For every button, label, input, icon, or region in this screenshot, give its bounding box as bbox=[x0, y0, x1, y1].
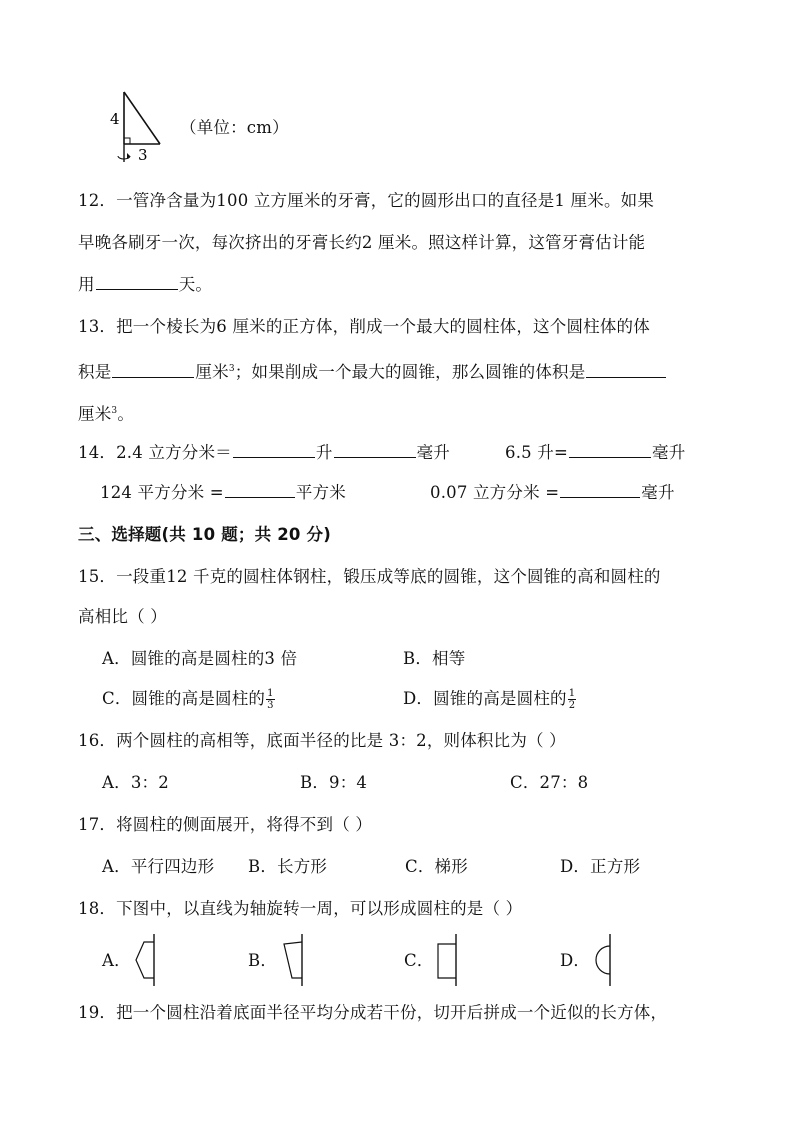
q14-b-ml-blank[interactable] bbox=[569, 443, 651, 458]
q14-a-liters-blank[interactable] bbox=[233, 443, 315, 458]
q15-line1: 15．一段重12 千克的圆柱体钢柱，锻压成等底的圆锥，这个圆锥的高和圆柱的 bbox=[78, 567, 661, 586]
q12-line2: 早晚各刷牙一次，每次挤出的牙膏长约2 厘米。照这样计算，这管牙膏估计能 bbox=[78, 233, 646, 252]
q12-line3 bbox=[78, 274, 212, 296]
q13-line1: 13．把一个棱长为6 厘米的正方体，削成一个最大的圆柱体，这个圆柱体的体 bbox=[78, 317, 650, 336]
q12-text-post: 天。 bbox=[178, 275, 213, 294]
unit-note: （单位：cm） bbox=[180, 118, 289, 137]
q14-a-mid: 升 bbox=[315, 443, 333, 462]
fraction-one-half: $\frac{1}{2}$ bbox=[568, 688, 576, 711]
q16-option-c[interactable]: C．27：8 bbox=[510, 773, 589, 792]
q17-option-a[interactable]: A．平行四边形 bbox=[102, 857, 215, 876]
q13-unit1-sup: 3 bbox=[228, 364, 235, 374]
q13-cone-volume-blank[interactable] bbox=[586, 363, 666, 378]
q15-option-a[interactable]: A．圆锥的高是圆柱的3 倍 bbox=[102, 649, 298, 668]
q15-option-c[interactable] bbox=[102, 688, 275, 711]
q13-unit2-sup: 3 bbox=[111, 406, 118, 416]
q18-figure-b bbox=[278, 934, 310, 986]
q14-d-post: 毫升 bbox=[641, 483, 675, 502]
q18-option-d[interactable]: D． bbox=[560, 951, 591, 970]
q14-row1-right bbox=[505, 442, 685, 464]
q14-c-pre: 124 平方分米 = bbox=[100, 483, 224, 502]
fraction-one-third: $\frac{1}{3}$ bbox=[267, 688, 274, 711]
q18-figure-d bbox=[588, 934, 620, 986]
q16-line1: 16．两个圆柱的高相等，底面半径的比是 3：2，则体积比为（ ） bbox=[78, 731, 566, 750]
q14-a-pre: 14．2.4 立方分米＝ bbox=[78, 443, 232, 462]
q13-text-pre: 积是 bbox=[78, 362, 112, 382]
q14-row1-left bbox=[78, 442, 450, 464]
q16-option-a[interactable]: A．3：2 bbox=[102, 773, 169, 792]
q14-c-post: 平方米 bbox=[295, 483, 346, 502]
q18-option-c[interactable]: C． bbox=[404, 951, 434, 970]
q14-b-pre: 6.5 升= bbox=[505, 443, 569, 462]
q17-option-c[interactable]: C．梯形 bbox=[405, 857, 468, 876]
q14-row2-right bbox=[430, 482, 675, 504]
q15-option-c-text: C．圆锥的高是圆柱的 bbox=[102, 689, 266, 708]
q13-line2 bbox=[78, 358, 667, 384]
q15-option-d[interactable] bbox=[403, 688, 576, 711]
q17-option-d[interactable]: D．正方形 bbox=[560, 857, 641, 876]
q14-c-m2-blank[interactable] bbox=[225, 483, 295, 498]
q14-d-pre: 0.07 立方分米 = bbox=[430, 483, 560, 502]
q18-line1: 18．下图中，以直线为轴旋转一周，可以形成圆柱的是（ ） bbox=[78, 899, 523, 918]
q13-unit1: 厘米 bbox=[195, 362, 229, 382]
q13-line3 bbox=[78, 400, 134, 426]
q13-text-post: 。 bbox=[117, 404, 135, 424]
q14-row2-left bbox=[100, 482, 346, 504]
q19-line1: 19．把一个圆柱沿着底面半径平均分成若干份，切开后拼成一个近似的长方体， bbox=[78, 1003, 668, 1022]
q14-a-post: 毫升 bbox=[416, 443, 450, 462]
q15-option-d-text: D．圆锥的高是圆柱的 bbox=[403, 689, 567, 708]
q14-b-post: 毫升 bbox=[652, 443, 686, 462]
triangle-base-label: 3 bbox=[138, 146, 148, 164]
q18-figure-c bbox=[432, 934, 464, 986]
section-title: 三、选择题(共 10 题；共 20 分) bbox=[78, 525, 331, 544]
q16-option-b[interactable]: B．9：4 bbox=[300, 773, 368, 792]
q13-text-mid: ；如果削成一个最大的圆锥，那么圆锥的体积是 bbox=[234, 362, 586, 382]
q12-text-pre: 用 bbox=[78, 275, 95, 294]
q12-line1: 12．一管净含量为100 立方厘米的牙膏，它的圆形出口的直径是1 厘米。如果 bbox=[78, 191, 655, 210]
q13-cylinder-volume-blank[interactable] bbox=[112, 363, 194, 378]
q15-option-b[interactable]: B．相等 bbox=[403, 649, 466, 668]
q14-d-ml-blank[interactable] bbox=[560, 483, 640, 498]
q17-line1: 17．将圆柱的侧面展开，将得不到（ ） bbox=[78, 815, 373, 834]
q12-answer-blank[interactable] bbox=[96, 275, 178, 290]
q13-unit2: 厘米 bbox=[78, 404, 112, 424]
q15-line2: 高相比（ ） bbox=[78, 607, 167, 626]
q17-option-b[interactable]: B．长方形 bbox=[248, 857, 328, 876]
triangle-side-label: 4 bbox=[110, 110, 120, 128]
q14-a-ml-blank[interactable] bbox=[334, 443, 416, 458]
q18-option-a[interactable]: A． bbox=[102, 951, 131, 970]
q18-figure-a bbox=[130, 934, 162, 986]
q18-option-b[interactable]: B． bbox=[248, 951, 278, 970]
triangle-figure bbox=[108, 86, 178, 168]
